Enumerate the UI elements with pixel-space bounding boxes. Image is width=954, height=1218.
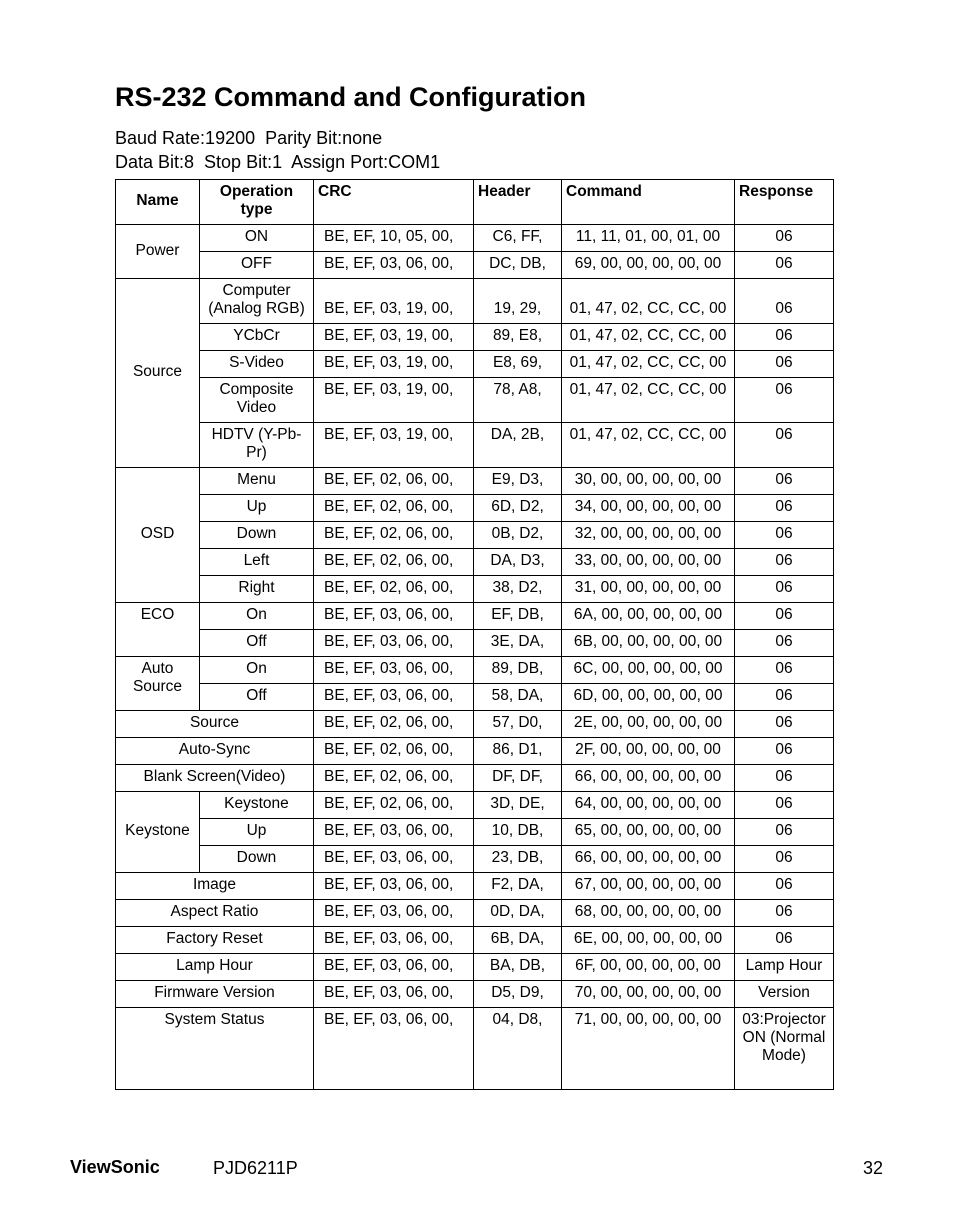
command-cell: 01, 47, 02, CC, CC, 00 — [562, 279, 735, 324]
header-cell: 78, A8, — [474, 378, 562, 423]
command-cell: 33, 00, 00, 00, 00, 00 — [562, 549, 735, 576]
rs232-command-table — [115, 179, 834, 1090]
header-cell: E9, D3, — [474, 468, 562, 495]
table-row — [116, 927, 834, 954]
header-cell: 89, DB, — [474, 657, 562, 684]
column-header-header: Header — [474, 180, 562, 225]
header-cell: 19, 29, — [474, 279, 562, 324]
table-row — [116, 873, 834, 900]
table-row — [116, 630, 834, 657]
name-cell: System Status — [116, 1008, 314, 1090]
crc-cell: BE, EF, 03, 19, 00, — [314, 423, 474, 468]
header-cell: 3E, DA, — [474, 630, 562, 657]
header-cell: 6D, D2, — [474, 495, 562, 522]
command-cell: 66, 00, 00, 00, 00, 00 — [562, 846, 735, 873]
column-header-crc: CRC — [314, 180, 474, 225]
command-cell: 2F, 00, 00, 00, 00, 00 — [562, 738, 735, 765]
op-cell: Computer (Analog RGB) — [200, 279, 314, 324]
name-cell: Factory Reset — [116, 927, 314, 954]
header-cell: DF, DF, — [474, 765, 562, 792]
op-cell: HDTV (Y-Pb-Pr) — [200, 423, 314, 468]
name-cell: Firmware Version — [116, 981, 314, 1008]
crc-cell: BE, EF, 02, 06, 00, — [314, 495, 474, 522]
table-body — [116, 225, 834, 1090]
table-row — [116, 378, 834, 423]
table-row — [116, 657, 834, 684]
crc-cell: BE, EF, 02, 06, 00, — [314, 765, 474, 792]
crc-cell: BE, EF, 03, 19, 00, — [314, 324, 474, 351]
header-cell: 3D, DE, — [474, 792, 562, 819]
crc-cell: BE, EF, 03, 06, 00, — [314, 846, 474, 873]
response-cell: 06 — [735, 765, 834, 792]
command-cell: 71, 00, 00, 00, 00, 00 — [562, 1008, 735, 1090]
table-row — [116, 576, 834, 603]
response-cell: 06 — [735, 873, 834, 900]
command-cell: 32, 00, 00, 00, 00, 00 — [562, 522, 735, 549]
header-cell: C6, FF, — [474, 225, 562, 252]
op-cell: On — [200, 603, 314, 630]
page-title: RS-232 Command and Configuration — [115, 82, 587, 112]
command-cell: 6A, 00, 00, 00, 00, 00 — [562, 603, 735, 630]
crc-cell: BE, EF, 02, 06, 00, — [314, 738, 474, 765]
header-cell: BA, DB, — [474, 954, 562, 981]
command-cell: 31, 00, 00, 00, 00, 00 — [562, 576, 735, 603]
op-cell: Keystone — [200, 792, 314, 819]
op-cell: S-Video — [200, 351, 314, 378]
page-number: 32 — [862, 1158, 883, 1178]
table-row — [116, 279, 834, 324]
response-cell: 06 — [735, 423, 834, 468]
response-cell: 06 — [735, 711, 834, 738]
crc-cell: BE, EF, 03, 06, 00, — [314, 927, 474, 954]
serial-config-line-2: Data Bit:8 Stop Bit:1 Assign Port:COM1 — [115, 152, 441, 172]
crc-cell: BE, EF, 02, 06, 00, — [314, 792, 474, 819]
response-cell: 06 — [735, 522, 834, 549]
response-cell: 06 — [735, 549, 834, 576]
table-row — [116, 819, 834, 846]
command-cell: 01, 47, 02, CC, CC, 00 — [562, 324, 735, 351]
table-row — [116, 711, 834, 738]
header-cell: F2, DA, — [474, 873, 562, 900]
group-keystone: Keystone — [116, 792, 200, 873]
crc-cell: BE, EF, 02, 06, 00, — [314, 468, 474, 495]
response-cell: Version — [735, 981, 834, 1008]
op-cell: Down — [200, 522, 314, 549]
crc-cell: BE, EF, 03, 06, 00, — [314, 1008, 474, 1090]
table-row — [116, 252, 834, 279]
op-cell: Composite Video — [200, 378, 314, 423]
op-cell: On — [200, 657, 314, 684]
crc-cell: BE, EF, 10, 05, 00, — [314, 225, 474, 252]
header-cell: E8, 69, — [474, 351, 562, 378]
column-header-command: Command — [562, 180, 735, 225]
group-auto-source: Auto Source — [116, 657, 200, 711]
command-cell: 34, 00, 00, 00, 00, 00 — [562, 495, 735, 522]
serial-config-line-1: Baud Rate:19200 Parity Bit:none — [115, 128, 383, 148]
command-cell: 6C, 00, 00, 00, 00, 00 — [562, 657, 735, 684]
command-cell: 01, 47, 02, CC, CC, 00 — [562, 351, 735, 378]
command-cell: 30, 00, 00, 00, 00, 00 — [562, 468, 735, 495]
table-row — [116, 423, 834, 468]
crc-cell: BE, EF, 03, 06, 00, — [314, 603, 474, 630]
command-cell: 2E, 00, 00, 00, 00, 00 — [562, 711, 735, 738]
op-cell: Menu — [200, 468, 314, 495]
table-header — [116, 180, 834, 225]
table-row — [116, 765, 834, 792]
op-cell: OFF — [200, 252, 314, 279]
response-cell: 06 — [735, 279, 834, 324]
table-row — [116, 225, 834, 252]
response-cell: 06 — [735, 792, 834, 819]
crc-cell: BE, EF, 02, 06, 00, — [314, 522, 474, 549]
table-row — [116, 900, 834, 927]
response-cell: 06 — [735, 495, 834, 522]
op-cell: Right — [200, 576, 314, 603]
command-cell: 6F, 00, 00, 00, 00, 00 — [562, 954, 735, 981]
header-cell: 6B, DA, — [474, 927, 562, 954]
command-cell: 6B, 00, 00, 00, 00, 00 — [562, 630, 735, 657]
response-cell: 06 — [735, 324, 834, 351]
header-cell: 04, D8, — [474, 1008, 562, 1090]
op-cell: Off — [200, 630, 314, 657]
name-cell: Source — [116, 711, 314, 738]
table-row — [116, 846, 834, 873]
header-cell: 0D, DA, — [474, 900, 562, 927]
response-cell: Lamp Hour — [735, 954, 834, 981]
crc-cell: BE, EF, 02, 06, 00, — [314, 576, 474, 603]
column-header-operation-type: Operation type — [200, 180, 314, 225]
group-osd: OSD — [116, 468, 200, 603]
response-cell: 06 — [735, 657, 834, 684]
header-cell: 58, DA, — [474, 684, 562, 711]
response-cell: 06 — [735, 225, 834, 252]
crc-cell: BE, EF, 03, 19, 00, — [314, 351, 474, 378]
table-header-row — [116, 180, 834, 225]
command-cell: 11, 11, 01, 00, 01, 00 — [562, 225, 735, 252]
response-cell: 06 — [735, 576, 834, 603]
response-cell: 06 — [735, 468, 834, 495]
name-cell: Aspect Ratio — [116, 900, 314, 927]
response-cell: 06 — [735, 630, 834, 657]
response-cell: 06 — [735, 351, 834, 378]
footer-brand: ViewSonic — [70, 1157, 160, 1177]
group-source: Source — [116, 279, 200, 468]
name-cell: Image — [116, 873, 314, 900]
response-cell: 03:Projector ON (Normal Mode) — [735, 1008, 834, 1090]
crc-cell: BE, EF, 03, 06, 00, — [314, 954, 474, 981]
crc-cell: BE, EF, 02, 06, 00, — [314, 711, 474, 738]
name-cell: Blank Screen(Video) — [116, 765, 314, 792]
header-cell: D5, D9, — [474, 981, 562, 1008]
response-cell: 06 — [735, 252, 834, 279]
command-cell: 01, 47, 02, CC, CC, 00 — [562, 423, 735, 468]
crc-cell: BE, EF, 03, 06, 00, — [314, 873, 474, 900]
table-row — [116, 351, 834, 378]
command-cell: 6E, 00, 00, 00, 00, 00 — [562, 927, 735, 954]
table-row — [116, 495, 834, 522]
header-cell: 23, DB, — [474, 846, 562, 873]
crc-cell: BE, EF, 02, 06, 00, — [314, 549, 474, 576]
table-row — [116, 954, 834, 981]
header-cell: 89, E8, — [474, 324, 562, 351]
command-cell: 70, 00, 00, 00, 00, 00 — [562, 981, 735, 1008]
crc-cell: BE, EF, 03, 06, 00, — [314, 252, 474, 279]
column-header-response: Response — [735, 180, 834, 225]
table-row — [116, 324, 834, 351]
header-cell: 0B, D2, — [474, 522, 562, 549]
response-cell: 06 — [735, 603, 834, 630]
table-row — [116, 684, 834, 711]
command-cell: 67, 00, 00, 00, 00, 00 — [562, 873, 735, 900]
table-row — [116, 522, 834, 549]
op-cell: Left — [200, 549, 314, 576]
response-cell: 06 — [735, 378, 834, 423]
table-row — [116, 792, 834, 819]
crc-cell: BE, EF, 03, 06, 00, — [314, 630, 474, 657]
op-cell: Up — [200, 819, 314, 846]
header-cell: 86, D1, — [474, 738, 562, 765]
table-row — [116, 738, 834, 765]
table-row — [116, 981, 834, 1008]
header-cell: DA, D3, — [474, 549, 562, 576]
response-cell: 06 — [735, 846, 834, 873]
header-cell: EF, DB, — [474, 603, 562, 630]
name-cell: Auto-Sync — [116, 738, 314, 765]
footer-model: PJD6211P — [213, 1158, 298, 1178]
op-cell: ON — [200, 225, 314, 252]
crc-cell: BE, EF, 03, 19, 00, — [314, 378, 474, 423]
header-cell: DC, DB, — [474, 252, 562, 279]
crc-cell: BE, EF, 03, 19, 00, — [314, 279, 474, 324]
table-row — [116, 1008, 834, 1090]
command-cell: 65, 00, 00, 00, 00, 00 — [562, 819, 735, 846]
op-cell: Up — [200, 495, 314, 522]
table-row — [116, 549, 834, 576]
header-cell: DA, 2B, — [474, 423, 562, 468]
header-cell: 38, D2, — [474, 576, 562, 603]
command-cell: 01, 47, 02, CC, CC, 00 — [562, 378, 735, 423]
table-row — [116, 468, 834, 495]
command-cell: 6D, 00, 00, 00, 00, 00 — [562, 684, 735, 711]
command-cell: 68, 00, 00, 00, 00, 00 — [562, 900, 735, 927]
name-cell: Lamp Hour — [116, 954, 314, 981]
table-row — [116, 603, 834, 630]
crc-cell: BE, EF, 03, 06, 00, — [314, 981, 474, 1008]
crc-cell: BE, EF, 03, 06, 00, — [314, 900, 474, 927]
response-cell: 06 — [735, 900, 834, 927]
column-header-name: Name — [116, 180, 200, 225]
response-cell: 06 — [735, 927, 834, 954]
response-cell: 06 — [735, 684, 834, 711]
header-cell: 57, D0, — [474, 711, 562, 738]
response-cell: 06 — [735, 819, 834, 846]
op-cell: YCbCr — [200, 324, 314, 351]
crc-cell: BE, EF, 03, 06, 00, — [314, 684, 474, 711]
group-eco: ECO — [116, 603, 200, 657]
group-power: Power — [116, 225, 200, 279]
header-cell: 10, DB, — [474, 819, 562, 846]
op-cell: Off — [200, 684, 314, 711]
response-cell: 06 — [735, 738, 834, 765]
crc-cell: BE, EF, 03, 06, 00, — [314, 657, 474, 684]
command-cell: 64, 00, 00, 00, 00, 00 — [562, 792, 735, 819]
crc-cell: BE, EF, 03, 06, 00, — [314, 819, 474, 846]
command-cell: 66, 00, 00, 00, 00, 00 — [562, 765, 735, 792]
command-cell: 69, 00, 00, 00, 00, 00 — [562, 252, 735, 279]
op-cell: Down — [200, 846, 314, 873]
